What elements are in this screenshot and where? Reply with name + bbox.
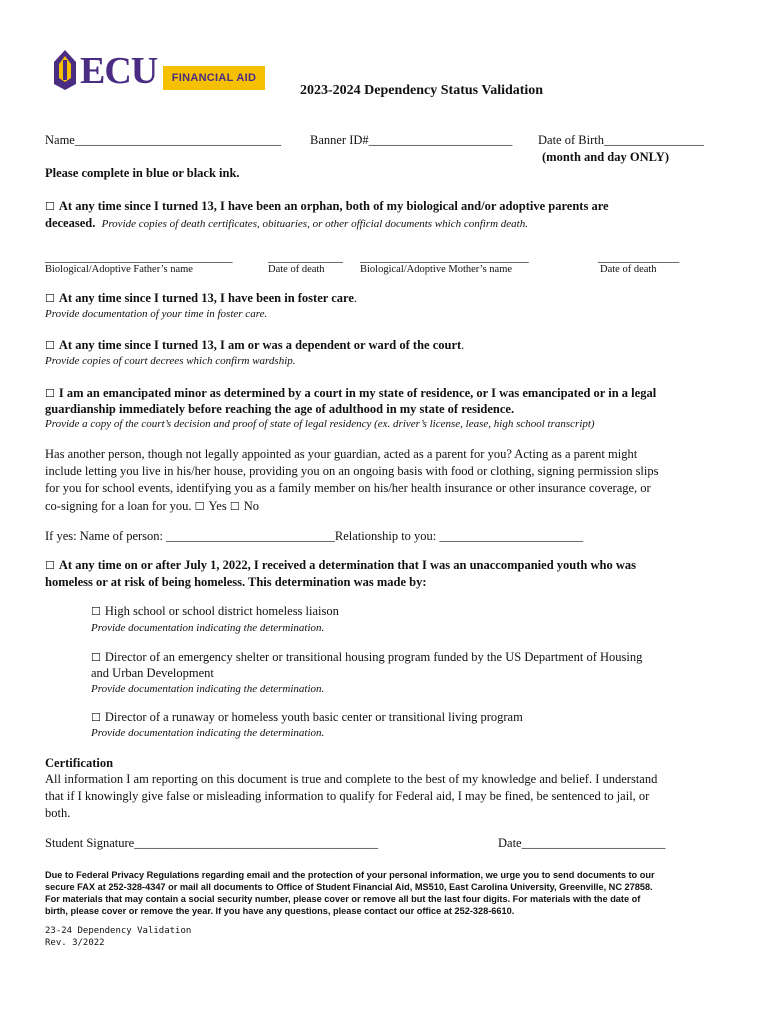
shelter-director-line-2: and Urban Development: [91, 666, 214, 680]
certification-text-1: All information I am reporting on this document is true and complete to the best of my knowledge and belief. I understand: [45, 772, 658, 786]
homeless-label: At any time on or after July 1, 2022, I received a determination that I was an unaccompanied youth who was: [58, 558, 636, 572]
emancipated-line-2: guardianship immediately before reaching the age of adulthood in my state of residence.: [45, 402, 515, 416]
emancipated-option[interactable]: [45, 386, 656, 401]
logo-wordmark: ECU: [80, 50, 158, 92]
other-person-question-3: for you for school events, identifying you as a family member on his/her health insurance or other insurance coverage, or: [45, 481, 651, 495]
orphan-deceased: deceased.: [45, 216, 96, 230]
banner-id-field[interactable]: Banner ID#_______________________: [310, 133, 513, 147]
no-label: No: [243, 499, 259, 513]
mother-date-label: Date of death: [600, 264, 657, 275]
mother-name-label: Biological/Adoptive Mother’s name: [360, 264, 513, 275]
checkbox-icon[interactable]: ☐: [45, 559, 55, 572]
certification-heading: Certification: [45, 756, 114, 770]
privacy-note-1: Due to Federal Privacy Regulations regarding email and the protection of your personal information, we urge you to send documents to our: [45, 870, 655, 880]
foster-care-option[interactable]: [45, 291, 357, 306]
emancipated-label: I am an emancipated minor as determined by a court in my state of residence, or I was emancipated or in a legal: [58, 386, 657, 400]
yes-checkbox-icon[interactable]: ☐: [194, 500, 205, 513]
checkbox-icon[interactable]: ☐: [45, 387, 55, 400]
homeless-line-2: homeless or at risk of being homeless. This determination was made by:: [45, 575, 427, 589]
ward-period: .: [461, 338, 465, 352]
shelter-director-option[interactable]: [91, 650, 642, 665]
homeless-liaison-option[interactable]: [91, 604, 339, 619]
other-person-question-2: include letting you live in his/her house, providing you on an ongoing basis with food or clothing, signing permission slips: [45, 464, 659, 478]
ecu-financial-aid-logo: [50, 48, 265, 92]
privacy-note-4: birth, please cover or remove the year. If you have any questions, please contact our office at 252-328-6610.: [45, 906, 515, 916]
certification-text-3: both.: [45, 806, 71, 820]
name-field[interactable]: Name_________________________________: [45, 133, 282, 147]
privacy-note-2: secure FAX at 252-328-4347 or mail all documents to Office of Student Financial Aid, MS510, East Carolina University, Greenville, NC 27858.: [45, 882, 653, 892]
father-name-label: Biological/Adoptive Father’s name: [45, 264, 193, 275]
mother-date-field[interactable]: _____________: [598, 250, 680, 264]
liaison-note: Provide documentation indicating the determination.: [91, 622, 325, 634]
mother-name-field[interactable]: ___________________________: [360, 250, 529, 264]
checkbox-icon[interactable]: ☐: [91, 711, 101, 724]
orphan-note: Provide copies of death certificates, obituaries, or other official documents which confirm death.: [101, 218, 528, 230]
student-signature-field[interactable]: Student Signature_______________________________________: [45, 836, 378, 850]
checkbox-icon[interactable]: ☐: [45, 292, 55, 305]
other-person-question-1: Has another person, though not legally appointed as your guardian, acted as a parent for you? Acting as a parent might: [45, 447, 638, 461]
checkbox-icon[interactable]: ☐: [91, 605, 101, 618]
certification-text-2: that if I knowingly give false or misleading information to qualify for Federal aid, I may be fined, be sentenced to jail, or: [45, 789, 650, 803]
form-revision: Rev. 3/2022: [45, 938, 105, 948]
form-id: 23-24 Dependency Validation: [45, 926, 192, 936]
ink-instruction: Please complete in blue or black ink.: [45, 166, 240, 180]
father-date-label: Date of death: [268, 264, 325, 275]
runaway-director-label: Director of a runaway or homeless youth basic center or transitional living program: [104, 710, 523, 724]
orphan-label: At any time since I turned 13, I have been an orphan, both of my biological and/or adoptive parents are: [58, 199, 609, 213]
no-checkbox-icon[interactable]: ☐: [229, 500, 240, 513]
page-title: 2023-2024 Dependency Status Validation: [300, 83, 544, 98]
ecu-pirate-icon: [50, 48, 80, 92]
foster-period: .: [353, 291, 357, 305]
homeless-option[interactable]: [45, 558, 636, 573]
checkbox-icon[interactable]: ☐: [45, 339, 55, 352]
foster-care-note: Provide documentation of your time in foster care.: [45, 308, 268, 320]
runaway-director-option[interactable]: [91, 710, 523, 725]
checkbox-icon[interactable]: ☐: [91, 651, 101, 664]
father-date-field[interactable]: ____________: [268, 250, 343, 264]
orphan-option[interactable]: [45, 199, 609, 214]
foster-care-label: At any time since I turned 13, I have been in foster care: [58, 291, 354, 305]
date-of-birth-field[interactable]: Date of Birth________________: [538, 133, 704, 147]
checkbox-icon[interactable]: ☐: [45, 200, 55, 213]
financial-aid-badge: FINANCIAL AID: [163, 66, 265, 90]
shelter-director-note: Provide documentation indicating the determination.: [91, 683, 325, 695]
orphan-line-2: [45, 216, 528, 231]
shelter-director-label: Director of an emergency shelter or transitional housing program funded by the US Department of Housing: [104, 650, 643, 664]
other-person-question-4: [45, 499, 259, 514]
dob-note: (month and day ONLY): [542, 150, 670, 164]
privacy-note-3: For materials that may contain a social security number, please cover or remove all but the last four digits. For materials with the date of: [45, 894, 641, 904]
emancipated-note: Provide a copy of the court’s decision and proof of state of legal residency (ex. driver’s license, lease, high school transcript): [45, 418, 595, 430]
runaway-director-note: Provide documentation indicating the determination.: [91, 727, 325, 739]
if-yes-fields[interactable]: If yes: Name of person: ___________________________Relationship to you: _______________________: [45, 529, 584, 543]
ward-label: At any time since I turned 13, I am or was a dependent or ward of the court: [58, 338, 462, 352]
father-name-field[interactable]: ______________________________: [45, 250, 233, 264]
ward-option[interactable]: [45, 338, 464, 353]
liaison-label: High school or school district homeless liaison: [104, 604, 339, 618]
signature-date-field[interactable]: Date_______________________: [498, 836, 666, 850]
other-person-question-4-text: co-signing for a loan for you.: [45, 499, 192, 513]
ward-note: Provide copies of court decrees which confirm wardship.: [45, 355, 296, 367]
yes-label: Yes: [208, 499, 227, 513]
